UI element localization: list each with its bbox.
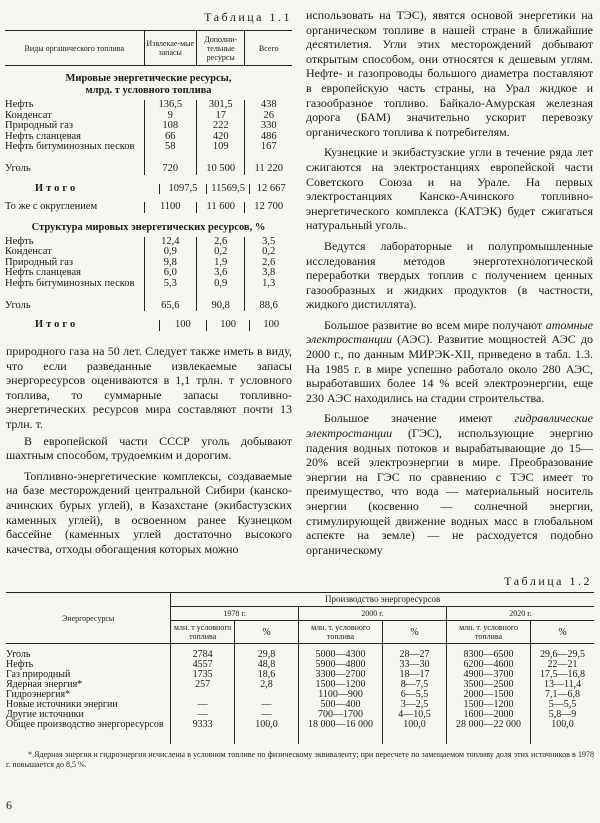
- cell-v2: 90,8: [196, 301, 245, 312]
- text-span: (АЭС). Развитие мощностей АЭС до 2000 г., по данным МИРЭК-XII, приведено в табл. 1.3. На 1985 г. в мире успешно работало около 280 АЭС, выработавших более 14 % всей электроэнергии, еще 230 АЭС находились на стадии строительства.: [306, 332, 593, 405]
- row-label: Природный газ: [5, 120, 74, 131]
- cell-v3: 2,6: [244, 258, 292, 269]
- cell-v1: 1097,5: [159, 184, 206, 195]
- cell-y2020: 6200—4600: [446, 660, 530, 670]
- paragraph: Топливно-энергетические комплексы, создаваемые на базе месторождений центральной Сибири (канско-ачинских бурых углей), в Казахстане (экибастузских каменных углей), в освоенном ранее Кузнецком бассейне (каменных углей достаточно высокого качества, отходы обогащения которых можно: [6, 468, 292, 556]
- cell-p2000: 6—5,5: [383, 690, 447, 700]
- row-label: Конденсат: [5, 246, 52, 257]
- header-total: Всего: [244, 31, 292, 65]
- cell-v2: 10 500: [196, 164, 245, 175]
- cell-v3: 0,2: [244, 247, 292, 258]
- cell-v3: 11 220: [244, 164, 292, 175]
- table-row: [5, 279, 292, 301]
- cell-v2: 11569,5: [206, 184, 249, 195]
- cell-p2020: 5,8—9: [531, 710, 594, 720]
- cell-v1: 108: [144, 121, 196, 132]
- row-label: Итого: [35, 319, 79, 330]
- cell-v3: 88,6: [244, 301, 292, 312]
- left-column-text: [6, 344, 292, 556]
- paragraph: природного газа на 50 лет. Следует также иметь в виду, что если разведанные извлекаемые запасы энергоресурсов оцениваются в 1,1 трлн. т условного топлива, то суммарные запасы топливно-энергетических ресурсов мира составляют почти 13 трлн. т.: [6, 344, 292, 431]
- cell-v2: 100: [206, 320, 249, 331]
- table-row: [5, 164, 292, 175]
- header-unit-2000: млн. т. условного топлива: [298, 621, 382, 644]
- cell-p2000: 100,0: [383, 720, 447, 744]
- header-year-2000: 2000 г.: [298, 607, 446, 621]
- cell-y2000: 5000—4300: [298, 644, 382, 661]
- cell-v1: 5,3: [144, 279, 196, 301]
- table-row: [5, 268, 292, 279]
- table-row: [5, 202, 292, 213]
- cell-y2020: 1600—2000: [446, 710, 530, 720]
- row-label: Нефть: [6, 659, 34, 670]
- section-structure-rows: [5, 237, 292, 331]
- cell-y2000: 1100—900: [298, 690, 382, 700]
- cell-y2020: 4900—3700: [446, 670, 530, 680]
- cell-v2: 2,6: [196, 237, 245, 248]
- row-label: Итого: [35, 182, 79, 194]
- cell-p2000: 3—2,5: [383, 700, 447, 710]
- cell-v3: 12 667: [249, 184, 292, 195]
- cell-v1: 720: [144, 164, 196, 175]
- header-additional: Дополни-тельные ресурсы: [196, 31, 245, 65]
- row-label: Общее производство энергоресурсов: [6, 719, 164, 730]
- cell-v3: 438: [244, 100, 292, 111]
- cell-p2020: 29,6—29,5: [531, 644, 594, 661]
- paragraph: Кузнецкие и экибастузские угли в течение ряда лет сжигаются на электростанциях европейской части Советского Союза и на Урале. На первых электростанциях Канско-Ачинского топливно-энергетического комплекса (КАТЭК) будет сжигаться натуральный уголь.: [306, 145, 593, 233]
- table-1-1-caption: Таблица 1.1: [204, 10, 292, 24]
- cell-v2: 301,5: [196, 100, 245, 111]
- cell-p1978: 48,8: [235, 660, 299, 670]
- cell-v2: 3,6: [196, 268, 245, 279]
- cell-v3: 3,8: [244, 268, 292, 279]
- cell-v1: 66: [144, 132, 196, 143]
- cell-y2020: 1500—1200: [446, 700, 530, 710]
- cell-y2020: 8300—6500: [446, 644, 530, 661]
- table-row: [5, 247, 292, 258]
- cell-p1978: 100,0: [235, 720, 299, 744]
- section-title-resources: Мировые энергетические ресурсы, млрд. т условного топлива: [65, 73, 232, 96]
- cell-v1: 9: [144, 111, 196, 122]
- header-fuel-type: Виды органического топлива: [24, 43, 125, 53]
- header-year-1978: 1978 г.: [171, 607, 299, 621]
- cell-p2000: 4—10,5: [383, 710, 447, 720]
- emphasis-nuclear: атомные электростанции: [306, 317, 593, 347]
- row-label: Гидроэнергия*: [6, 689, 71, 700]
- emphasis-hydro: гидравлические электростанции: [306, 411, 593, 441]
- cell-y1978: 257: [171, 680, 235, 690]
- table-row: [5, 320, 292, 331]
- header-energy-resources: Энергоресурсы: [6, 593, 171, 644]
- section-title-structure: Структура мировых энергетических ресурсов, %: [31, 221, 266, 233]
- table-row: [5, 142, 292, 164]
- cell-v1: 136,5: [144, 100, 196, 111]
- cell-v1: 9,8: [144, 258, 196, 269]
- cell-v2: 0,9: [196, 279, 245, 301]
- cell-v1: 65,6: [144, 301, 196, 312]
- row-label: Нефть сланцевая: [5, 130, 81, 142]
- cell-v2: 11 600: [196, 202, 245, 213]
- cell-v3: 3,5: [244, 237, 292, 248]
- table-row: [5, 100, 292, 111]
- cell-v2: 109: [196, 142, 245, 164]
- paragraph: [306, 411, 593, 557]
- cell-v2: 0,2: [196, 247, 245, 258]
- row-label: Природный газ: [5, 256, 74, 268]
- cell-v1: 100: [159, 320, 206, 331]
- cell-v3: 167: [244, 142, 292, 164]
- cell-p1978: 2,8: [235, 680, 299, 690]
- cell-v1: 58: [144, 142, 196, 164]
- cell-v2: 17: [196, 111, 245, 122]
- row-label: Нефть: [5, 99, 34, 110]
- row-label: Нефть битуминозных песков: [5, 277, 135, 289]
- cell-y2000: 5900—4800: [298, 660, 382, 670]
- cell-p1978: 18,6: [235, 670, 299, 680]
- cell-p2020: 100,0: [531, 720, 594, 744]
- row-label: То же с округлением: [5, 201, 98, 212]
- paragraph: использовать на ТЭС), явятся основой энергетики на органическом топливе в нашей стране в ближайшие десятилетия. Угли этих месторождений добывают открытым способом, они относятся к дешевым углям. Нефте- и газопроводы большого диаметра поставляют в европейскую часть страны, на Урал жидкое и газообразное топливо. Байкало-Амурская железная дорога (БАМ) значительно ускорит перевозку органического топлива к потребителям.: [306, 8, 593, 139]
- cell-v1: 12,4: [144, 237, 196, 248]
- header-unit-1978: млн. т условного топлива: [171, 621, 235, 644]
- cell-v3: 1,3: [244, 279, 292, 301]
- paragraph: В европейской части СССР уголь добывают шахтным способом, трудоемким и дорогим.: [6, 433, 292, 463]
- table-1-1: [5, 30, 292, 339]
- cell-y1978: 2784: [171, 644, 235, 661]
- header-pct-2020: %: [531, 621, 594, 644]
- cell-y2000: 500—400: [298, 700, 382, 710]
- cell-y2000: 1500—1200: [298, 680, 382, 690]
- cell-p1978: —: [235, 700, 299, 710]
- cell-p2020: 13—11,4: [531, 680, 594, 690]
- cell-y1978: —: [171, 710, 235, 720]
- cell-p2020: 5—5,5: [531, 700, 594, 710]
- row-label: Уголь: [5, 163, 31, 174]
- cell-y2000: 18 000—16 000: [298, 720, 382, 744]
- cell-v3: 26: [244, 111, 292, 122]
- cell-p1978: 29,8: [235, 644, 299, 661]
- cell-p2020: 22—21: [531, 660, 594, 670]
- header-production-group: Производство энергоресурсов: [171, 593, 594, 607]
- cell-v3: 486: [244, 132, 292, 143]
- cell-y2020: 2000—1500: [446, 690, 530, 700]
- cell-v1: 0,9: [144, 247, 196, 258]
- row-label: Другие источники: [6, 709, 84, 720]
- cell-v2: 420: [196, 132, 245, 143]
- table-row: [5, 121, 292, 132]
- row-label: Нефть: [5, 235, 34, 247]
- page-number: 6: [6, 798, 12, 812]
- header-pct-1978: %: [235, 621, 299, 644]
- paragraph: [306, 318, 593, 406]
- row-label: Конденсат: [5, 109, 52, 121]
- row-label: Уголь: [6, 649, 31, 660]
- header-unit-2020: млн. т. условного топлива: [446, 621, 530, 644]
- row-label: Уголь: [5, 299, 31, 311]
- row-label: Нефть сланцевая: [5, 267, 81, 278]
- header-recoverable: Извлекае-мые запасы: [144, 31, 196, 65]
- text-span: Большое развитие во всем мире получают: [324, 317, 546, 332]
- cell-v2: 1,9: [196, 258, 245, 269]
- cell-y1978: —: [171, 700, 235, 710]
- row-label: Новые источники энергии: [6, 699, 118, 710]
- cell-v1: 1100: [144, 202, 196, 213]
- cell-y1978: 1735: [171, 670, 235, 680]
- cell-y1978: 4557: [171, 660, 235, 670]
- text-span: (ГЭС), использующие энергию падения водных потоков и вырабатывающие до 15—20% всей электроэнергии в мире. Преобразование энергии на ГЭС по сравнению с ТЭС имеет то преимущество, что вода — материальный носитель энергии (косвенно — солнечной энергии, стимулирующей движение водных масс в глобальном аспекте на земле) — не расходуется подобно органическому: [306, 426, 593, 557]
- cell-v3: 100: [249, 320, 292, 331]
- table-row: [5, 301, 292, 312]
- cell-p2000: 28—27: [383, 644, 447, 661]
- paragraph: Ведутся лабораторные и полупромышленные исследования методов энерготехнологической переработки твердых топлив с получением ценных газообразных и жидких продуктов (в частности, жидкого дистиллята).: [306, 238, 593, 312]
- cell-v3: 330: [244, 121, 292, 132]
- right-column-text: [306, 8, 593, 557]
- row-label: Ядерная энергия*: [6, 679, 83, 690]
- header-year-2020: 2020 г.: [446, 607, 594, 621]
- table-row: [6, 720, 594, 744]
- cell-y2000: 700—1700: [298, 710, 382, 720]
- row-label: Газ природный: [6, 669, 71, 680]
- table-1-1-header: [5, 30, 292, 66]
- cell-y2020: 3500—2500: [446, 680, 530, 690]
- section-resources-rows: [5, 100, 292, 213]
- cell-p2000: 18—17: [383, 670, 447, 680]
- cell-p2020: 7,1—6,8: [531, 690, 594, 700]
- header-pct-2000: %: [383, 621, 447, 644]
- cell-p1978: —: [235, 710, 299, 720]
- table-row: [5, 184, 292, 195]
- cell-v3: 12 700: [244, 202, 292, 213]
- table-1-2-caption: Таблица 1.2: [504, 574, 592, 588]
- row-label: Нефть битуминозных песков: [5, 141, 135, 152]
- cell-y1978: 9333: [171, 720, 235, 744]
- table-row: [6, 644, 594, 661]
- cell-v2: 222: [196, 121, 245, 132]
- cell-p2000: 33—30: [383, 660, 447, 670]
- cell-p2020: 17,5—16,8: [531, 670, 594, 680]
- table-1-2-body: [6, 644, 594, 745]
- cell-y2000: 3300—2700: [298, 670, 382, 680]
- table-1-2-footnote: * Ядерная энергия и гидроэнергия исчислены в условном топливе по физическому эквиваленту; при пересчете по замещаемом топливу доля этих источников в 1978 г. повышается до 8,5 %.: [6, 750, 594, 769]
- cell-y2020: 28 000—22 000: [446, 720, 530, 744]
- cell-v1: 6,0: [144, 268, 196, 279]
- cell-p2000: 8—7,5: [383, 680, 447, 690]
- table-1-2: [6, 592, 594, 770]
- text-span: Большое значение имеют: [324, 411, 515, 426]
